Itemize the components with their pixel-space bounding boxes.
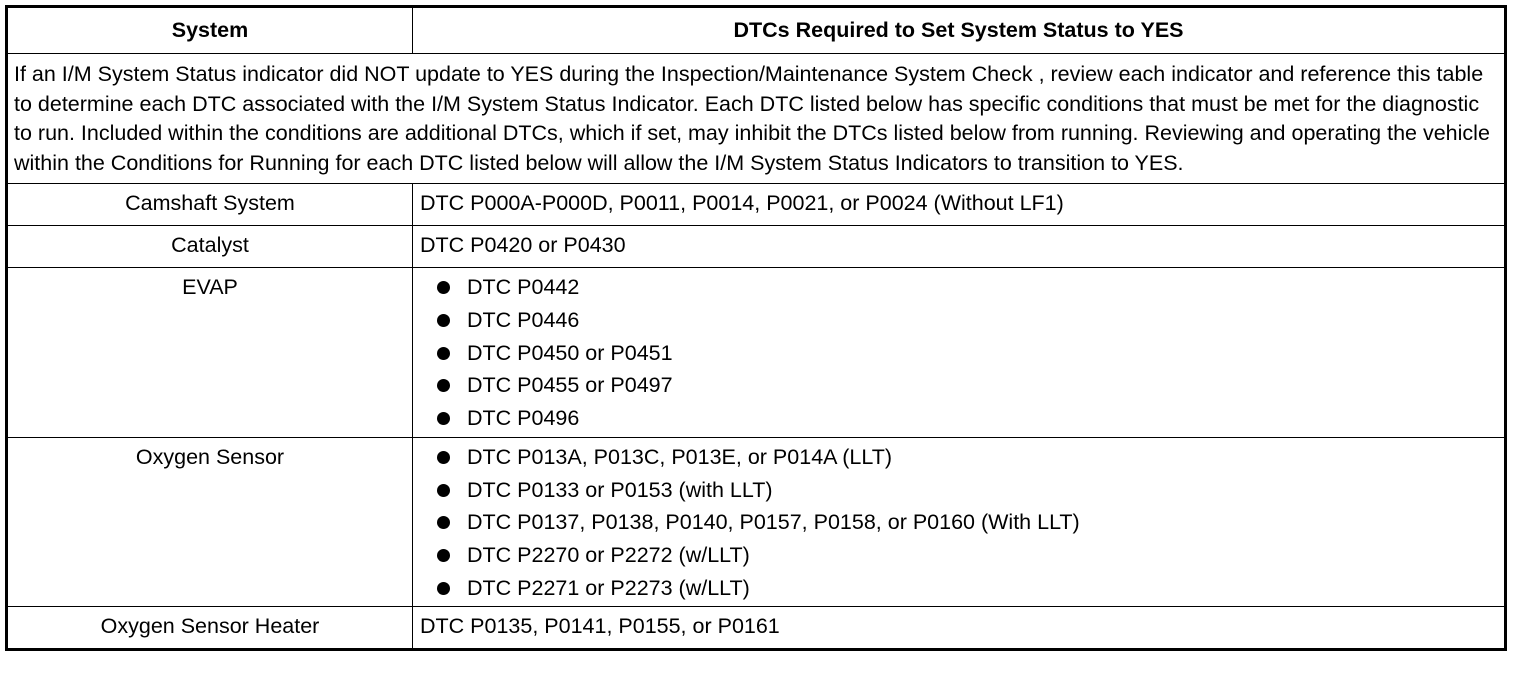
bullet-icon xyxy=(437,582,450,595)
system-cell: Camshaft System xyxy=(7,184,413,226)
table-row xyxy=(7,607,1506,650)
table-row xyxy=(7,184,1506,226)
system-cell: Oxygen Sensor xyxy=(7,437,413,606)
dtc-item-text: DTC P2271 or P2273 (w/LLT) xyxy=(467,575,750,600)
dtc-item-text: DTC P0446 xyxy=(467,308,580,333)
dtc-cell: DTC P0135, P0141, P0155, or P0161 xyxy=(413,607,1506,650)
bullet-icon xyxy=(437,412,450,425)
dtc-status-table xyxy=(5,5,1507,651)
table-row xyxy=(7,268,1506,437)
dtc-list xyxy=(419,268,1498,436)
bullet-icon xyxy=(437,379,450,392)
bullet-icon xyxy=(437,451,450,464)
system-cell: Catalyst xyxy=(7,226,413,268)
dtc-item-text: DTC P0133 or P0153 (with LLT) xyxy=(467,477,773,502)
bullet-icon xyxy=(437,281,450,294)
dtc-item-text: DTC P0450 or P0451 xyxy=(467,340,673,365)
bullet-icon xyxy=(437,484,450,497)
system-cell: Oxygen Sensor Heater xyxy=(7,607,413,650)
bullet-icon xyxy=(437,314,450,327)
table-row xyxy=(7,437,1506,606)
list-item xyxy=(419,337,1498,370)
list-item xyxy=(419,506,1498,539)
intro-row xyxy=(7,54,1506,184)
dtc-item-text: DTC P013A, P013C, P013E, or P014A (LLT) xyxy=(467,444,893,469)
list-item xyxy=(419,539,1498,572)
header-system: System xyxy=(7,7,413,54)
dtc-item-text: DTC P0137, P0138, P0140, P0157, P0158, or P0160 (With LLT) xyxy=(467,510,1080,535)
dtc-list xyxy=(419,438,1498,606)
dtc-item-text: DTC P0442 xyxy=(467,275,580,300)
system-cell: EVAP xyxy=(7,268,413,437)
intro-text: If an I/M System Status indicator did NOT update to YES during the Inspection/Maintenance System Check , review each indicator and reference this table to determine each DTC associated with the I/M System Status Indicator. Each DTC listed below has specific conditions that must be met for the diagnostic to run. Included within the conditions are additional DTCs, which if set, may inhibit the DTCs listed below from running. Reviewing and operating the vehicle within the Conditions for Running for each DTC listed below will allow the I/M System Status Indicators to transition to YES. xyxy=(7,54,1506,184)
bullet-icon xyxy=(437,549,450,562)
dtc-item-text: DTC P2270 or P2272 (w/LLT) xyxy=(467,542,750,567)
dtc-cell: DTC P0420 or P0430 xyxy=(413,226,1506,268)
dtc-item-text: DTC P0496 xyxy=(467,406,580,431)
list-item xyxy=(419,369,1498,402)
bullet-icon xyxy=(437,347,450,360)
table-row xyxy=(7,226,1506,268)
list-item xyxy=(419,572,1498,605)
list-item xyxy=(419,441,1498,474)
list-item xyxy=(419,474,1498,507)
list-item xyxy=(419,271,1498,304)
dtc-item-text: DTC P0455 or P0497 xyxy=(467,373,673,398)
dtc-cell xyxy=(413,437,1506,606)
table-header-row xyxy=(7,7,1506,54)
list-item xyxy=(419,304,1498,337)
list-item xyxy=(419,402,1498,435)
header-dtcs: DTCs Required to Set System Status to YES xyxy=(413,7,1506,54)
bullet-icon xyxy=(437,516,450,529)
dtc-cell xyxy=(413,268,1506,437)
dtc-cell: DTC P000A-P000D, P0011, P0014, P0021, or P0024 (Without LF1) xyxy=(413,184,1506,226)
